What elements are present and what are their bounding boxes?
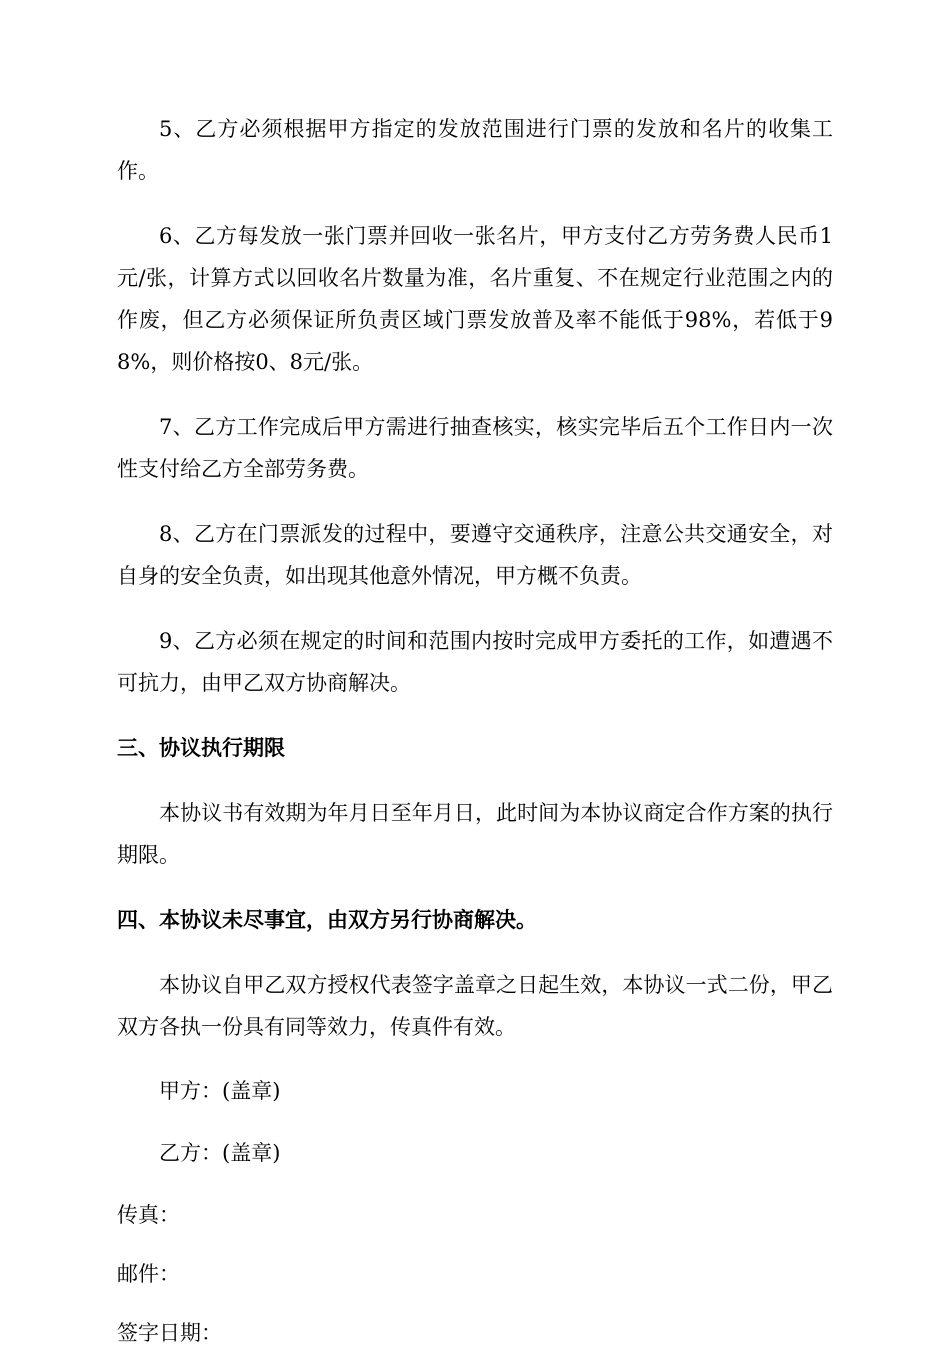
party-a-signature: 甲方：(盖章): [159, 1079, 281, 1103]
section-3-body: 本协议书有效期为年月日至年月日，此时间为本协议商定合作方案的执行期限。: [117, 801, 833, 867]
clause-7: 7、乙方工作完成后甲方需进行抽查核实，核实完毕后五个工作日内一次性支付给乙方全部劳务费。: [117, 415, 833, 481]
sign-date-line: 签字日期：: [117, 1321, 222, 1345]
clause-5: 5、乙方必须根据甲方指定的发放范围进行门票的发放和名片的收集工作。: [117, 117, 833, 183]
email-line: 邮件：: [117, 1262, 180, 1286]
section-3-heading: 三、协议执行期限: [117, 736, 285, 760]
clause-9: 9、乙方必须在规定的时间和范围内按时完成甲方委托的工作，如遭遇不可抗力，由甲乙双方协商解决。: [117, 629, 833, 695]
section-4-heading: 四、本协议未尽事宜，由双方另行协商解决。: [117, 908, 537, 932]
clause-6: 6、乙方每发放一张门票并回收一张名片，甲方支付乙方劳务费人民币1元/张，计算方式以回收名片数量为准，名片重复、不在规定行业范围之内的作废，但乙方必须保证所负责区域门票发放普及率不能低于98%，若低于98%，则价格按0、8元/张。: [117, 224, 833, 374]
party-b-signature: 乙方：(盖章): [159, 1141, 281, 1165]
clause-8: 8、乙方在门票派发的过程中，要遵守交通秩序，注意公共交通安全，对自身的安全负责，如出现其他意外情况，甲方概不负责。: [117, 522, 833, 588]
section-4-body: 本协议自甲乙双方授权代表签字盖章之日起生效，本协议一式二份，甲乙双方各执一份具有同等效力，传真件有效。: [117, 973, 833, 1039]
document-body: [117, 108, 833, 1372]
fax-line: 传真：: [117, 1203, 180, 1227]
